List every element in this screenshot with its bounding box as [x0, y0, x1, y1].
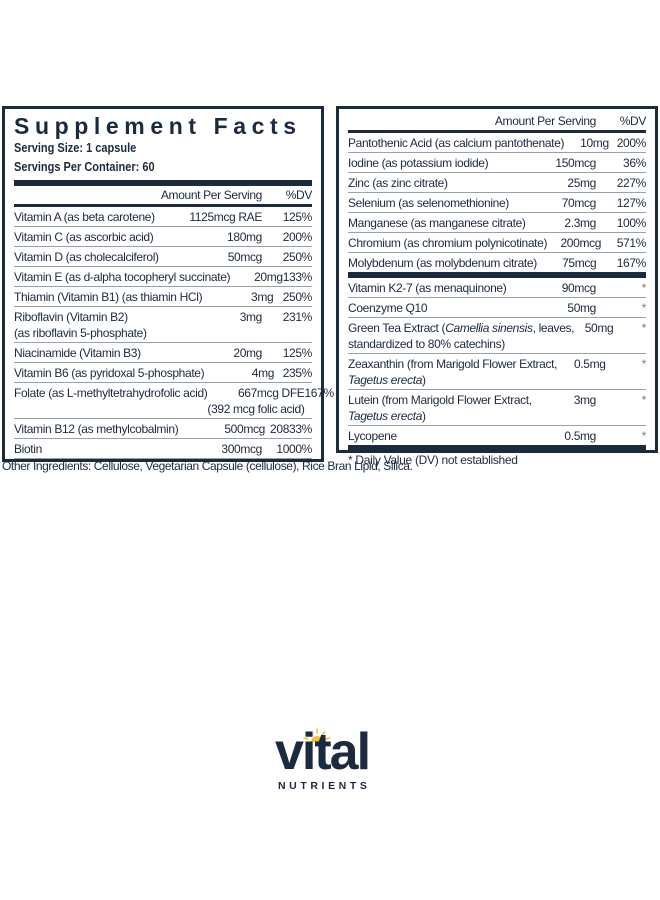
amount: [170, 309, 262, 341]
daily-value: 250%: [282, 289, 312, 304]
daily-value: *: [641, 320, 646, 335]
table-row: [348, 173, 646, 193]
nutrient-name: [14, 365, 204, 381]
name-text: Zeaxanthin (from Marigold Flower Extract,: [348, 356, 558, 371]
logo-subtitle: NUTRIENTS: [278, 780, 371, 792]
amount-value: 2.3mg: [564, 215, 596, 230]
amount: [178, 421, 265, 437]
name-text: Chromium (as chromium polynicotinate): [348, 235, 548, 250]
daily-value: 125%: [282, 345, 312, 360]
name-text: Thiamin (Vitamin B1) (as thiamin HCl): [14, 289, 203, 304]
nutrient-name: [348, 155, 536, 171]
name-line: [14, 441, 170, 457]
nutrient-name: [14, 209, 170, 225]
name-text: Coenzyme Q10: [348, 300, 428, 315]
nutrient-name: [14, 289, 202, 305]
table-row: [348, 153, 646, 173]
name-text: ): [422, 408, 426, 423]
logo-wordmark: vital: [275, 723, 370, 781]
table-row: [348, 298, 646, 318]
daily-value: 1000%: [276, 441, 312, 456]
amount: [207, 385, 304, 417]
name-line: [14, 385, 207, 401]
name-line: [348, 135, 564, 151]
nutrient-name: [14, 269, 230, 285]
table-row: [14, 383, 334, 419]
nutrient-list: [14, 207, 334, 459]
daily-value: *: [641, 428, 646, 443]
amount-value: 3mg: [239, 309, 262, 324]
amount-value: 10mg: [580, 135, 609, 150]
daily-value: 100%: [616, 215, 646, 230]
name-line: [348, 235, 547, 251]
amount: [536, 428, 596, 444]
name-text: Zinc (as zinc citrate): [348, 175, 448, 190]
name-line: [348, 392, 536, 408]
name-line: [14, 309, 170, 325]
daily-value: 200%: [616, 135, 646, 150]
name-text: Vitamin K2-7 (as menaquinone): [348, 280, 507, 295]
amount: [170, 209, 262, 225]
table-row: [348, 278, 646, 298]
name-line: [348, 320, 574, 336]
amount: [170, 249, 262, 265]
name-line: [14, 345, 170, 361]
table-row: [14, 439, 312, 459]
name-line: [348, 175, 536, 191]
name-text: Folate (as L-methyltetrahydrofolic acid): [14, 385, 208, 400]
nutrient-name: [14, 441, 170, 457]
amount-note: (392 mcg folic acid): [207, 401, 305, 416]
amount: [170, 345, 262, 361]
name-line: [14, 269, 230, 285]
amount: [536, 175, 596, 191]
daily-value: 125%: [282, 209, 312, 224]
table-row: [348, 213, 646, 233]
amount: [170, 441, 262, 457]
nutrient-name: [14, 385, 207, 417]
name-line: [348, 155, 536, 171]
footnote: * Daily Value (DV) not established: [348, 453, 518, 467]
name-line: [348, 255, 537, 271]
supplement-facts-panel-left: [2, 106, 334, 462]
table-row: [348, 233, 646, 253]
name-line-2: [14, 325, 170, 341]
amount-value: 20mg: [254, 269, 283, 284]
amount-value: 25mg: [567, 175, 596, 190]
header-amount: Amount Per Serving: [160, 188, 262, 202]
name-text: Iodine (as potassium iodide): [348, 155, 489, 170]
amount: [202, 289, 273, 305]
name-italic: Camellia sinensis: [445, 320, 533, 335]
column-header: [348, 112, 646, 133]
name-text: Pantothenic Acid (as calcium pantothenate): [348, 135, 565, 150]
table-row: [14, 247, 312, 267]
table-row: [14, 207, 312, 227]
amount-value: 3mg: [573, 392, 596, 407]
table-row: [14, 307, 312, 343]
amount: [230, 269, 283, 285]
header-dv: %DV: [285, 188, 312, 202]
amount-value: 300mcg: [221, 441, 262, 456]
daily-value: *: [641, 300, 646, 315]
name-line: [348, 300, 536, 316]
amount-value: 50mcg: [227, 249, 262, 264]
amount-value: 4mg: [251, 365, 275, 380]
nutrient-name: [348, 392, 536, 424]
table-row: [348, 193, 646, 213]
amount: [204, 365, 274, 381]
nutrient-name: [348, 195, 536, 211]
amount: [170, 229, 262, 245]
servings-per-container: Servings Per Container: 60: [14, 160, 155, 174]
daily-value: 167%: [304, 385, 334, 400]
amount-value: 20mg: [233, 345, 262, 360]
amount: [536, 392, 596, 424]
name-text: Niacinamide (Vitamin B3): [14, 345, 141, 360]
daily-value: *: [641, 356, 646, 371]
amount-value: 0.5mg: [573, 356, 606, 371]
nutrient-name: [348, 320, 574, 352]
name-line-2: [348, 336, 574, 352]
daily-value: 231%: [282, 309, 312, 324]
nutrient-name: [14, 345, 170, 361]
daily-value: 227%: [616, 175, 646, 190]
daily-value: 235%: [282, 365, 312, 380]
amount: [574, 320, 613, 352]
panel-title: Supplement Facts: [14, 113, 302, 139]
name-text: Vitamin E (as d-alpha tocopheryl succinate): [14, 269, 231, 284]
nutrient-name: [348, 135, 564, 151]
nutrient-name: [348, 300, 536, 316]
table-row: [14, 267, 312, 287]
daily-value: 20833%: [270, 421, 312, 436]
name-text: Vitamin B12 (as methylcobalmin): [14, 421, 179, 436]
name-text: Green Tea Extract (: [348, 320, 446, 335]
nutrient-name: [14, 249, 170, 265]
table-row: [348, 253, 646, 272]
amount-value: 1125mcg RAE: [189, 209, 262, 224]
amount: [547, 235, 601, 251]
amount-value: 75mcg: [562, 255, 597, 270]
amount: [536, 300, 596, 316]
table-row: [14, 363, 312, 383]
table-row: [348, 426, 646, 445]
other-ingredients: Other Ingredients: Cellulose, Vegetarian Capsule (cellulose), Rice Bran Lipid, Silica.: [2, 459, 413, 473]
table-row: [348, 390, 646, 426]
amount-value: 0.5mg: [564, 428, 596, 443]
name-line: [14, 209, 170, 225]
amount: [536, 215, 596, 231]
column-header: [14, 186, 312, 207]
nutrient-name: [348, 280, 536, 296]
amount-value: 200mcg: [560, 235, 602, 250]
daily-value: 167%: [616, 255, 646, 270]
brand-logo: [272, 723, 392, 798]
table-row: [14, 343, 312, 363]
nutrient-name: [14, 309, 170, 341]
name-text: Selenium (as selenomethionine): [348, 195, 509, 210]
name-text: Biotin: [14, 441, 42, 456]
name-text: Lycopene: [348, 428, 397, 443]
daily-value: 571%: [616, 235, 646, 250]
amount-value: 500mcg: [224, 421, 265, 436]
name-line: [14, 229, 170, 245]
name-text: , leaves,: [532, 320, 575, 335]
amount: [557, 356, 606, 388]
nutrient-list-no-dv: [348, 278, 646, 445]
header-dv: %DV: [619, 114, 646, 128]
name-line: [348, 280, 536, 296]
daily-value: 250%: [282, 249, 312, 264]
name-text: Molybdenum (as molybdenum citrate): [348, 255, 537, 270]
name-italic: Tagetus erecta: [348, 372, 423, 387]
nutrient-name: [348, 235, 547, 251]
amount: [536, 280, 596, 296]
nutrient-name: [348, 215, 536, 231]
nutrient-list: [348, 133, 646, 272]
table-row: [14, 287, 312, 307]
amount-value: 180mg: [227, 229, 262, 244]
amount-value: 70mcg: [561, 195, 596, 210]
name-text: Vitamin A (as beta carotene): [14, 209, 155, 224]
amount-value: 3mg: [251, 289, 274, 304]
nutrient-name: [348, 428, 536, 444]
name-text: standardized to 80% catechins): [348, 336, 505, 351]
daily-value: 36%: [623, 155, 646, 170]
table-row: [348, 318, 646, 354]
daily-value: 133%: [282, 269, 312, 284]
table-row: [348, 133, 646, 153]
name-line-2: [348, 408, 536, 424]
supplement-facts-panel-right: [336, 106, 658, 467]
serving-size: Serving Size: 1 capsule: [14, 141, 137, 155]
name-line: [14, 249, 170, 265]
daily-value: 200%: [282, 229, 312, 244]
nutrient-name: [348, 356, 557, 388]
name-text: (as riboflavin 5-phosphate): [14, 325, 147, 340]
name-text: Manganese (as manganese citrate): [348, 215, 526, 230]
name-line: [14, 421, 178, 437]
name-text: Vitamin D (as cholecalciferol): [14, 249, 159, 264]
amount-value: 50mg: [567, 300, 596, 315]
nutrient-name: [348, 175, 536, 191]
name-line-2: [348, 372, 557, 388]
daily-value: 127%: [616, 195, 646, 210]
amount: [536, 155, 596, 171]
name-line: [348, 215, 536, 231]
amount-value: 667mcg DFE: [237, 385, 305, 400]
amount: [537, 255, 597, 271]
name-line: [14, 365, 204, 381]
name-italic: Tagetus erecta: [348, 408, 423, 423]
name-text: ): [422, 372, 426, 387]
name-text: Vitamin B6 (as pyridoxal 5-phosphate): [14, 365, 205, 380]
header-amount: Amount Per Serving: [494, 114, 596, 128]
table-row: [348, 354, 646, 390]
amount-value: 150mcg: [555, 155, 596, 170]
name-text: Riboflavin (Vitamin B2): [14, 309, 128, 324]
daily-value: *: [641, 392, 646, 407]
daily-value: *: [641, 280, 646, 295]
name-text: Vitamin C (as ascorbic acid): [14, 229, 154, 244]
nutrient-name: [14, 229, 170, 245]
name-line: [348, 195, 536, 211]
amount: [536, 195, 596, 211]
amount: [564, 135, 609, 151]
name-line: [348, 428, 536, 444]
name-line: [14, 289, 202, 305]
nutrient-name: [14, 421, 178, 437]
amount-value: 90mcg: [561, 280, 596, 295]
name-line: [348, 356, 557, 372]
amount-value: 50mg: [584, 320, 614, 335]
table-row: [14, 419, 312, 439]
nutrient-name: [348, 255, 537, 271]
name-text: Lutein (from Marigold Flower Extract,: [348, 392, 532, 407]
table-row: [14, 227, 312, 247]
